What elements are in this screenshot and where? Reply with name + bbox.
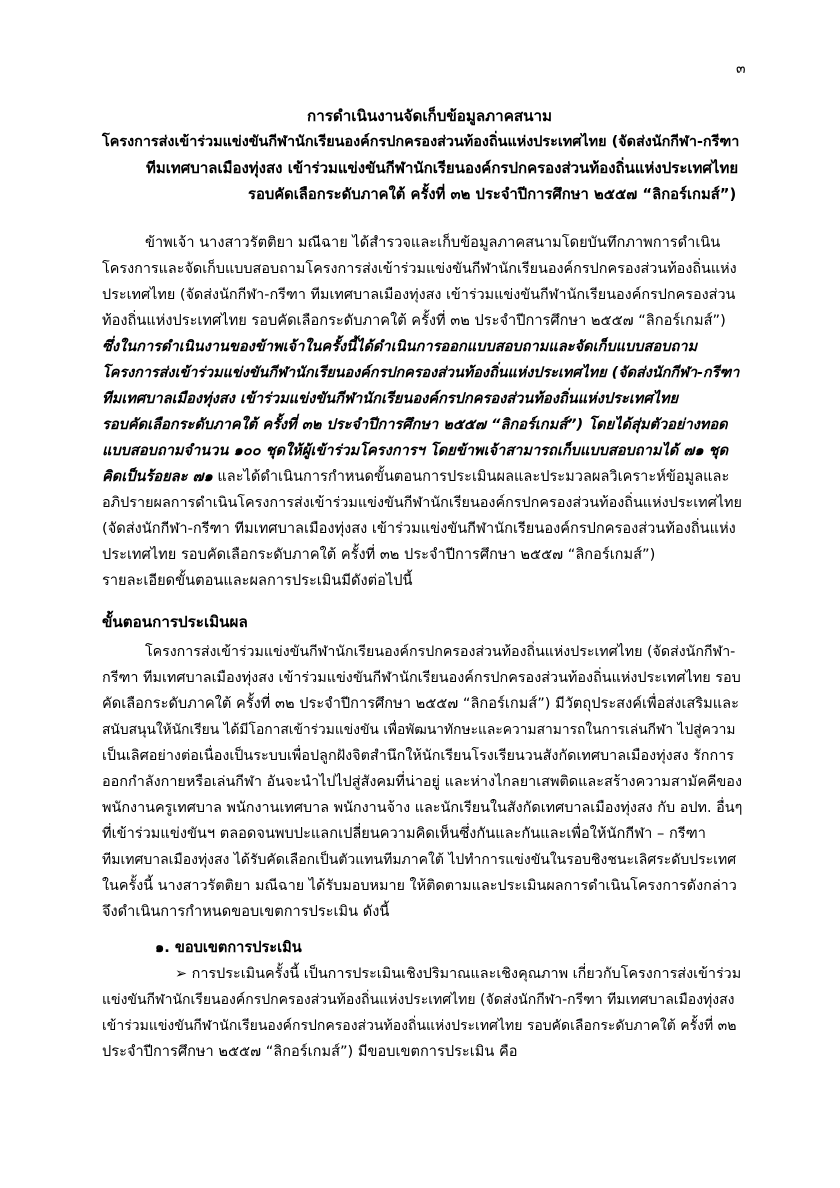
para2-line: โครงการส่งเข้าร่วมแข่งขันกีฬานักเรียนองค์กรปกครองส่วนท้องถิ่นแห่งประเทศไทย (จัดส่งนักกีฬา-: [145, 644, 736, 660]
para2-line: ในครั้งนี้ นางสาวรัตติยา มณีฉาย ได้รับมอบหมาย ให้ติดตามและประเมินผลการดำเนินโครงการดังกล่าว: [102, 878, 737, 894]
para2-line: กรีฑา ทีมเทศบาลเมืองทุ่งสง เข้าร่วมแข่งขันกีฬานักเรียนองค์กรปกครองส่วนท้องถิ่นแห่งประเทศไทย รอบ: [102, 670, 741, 686]
para1-line: ท้องถิ่นแห่งประเทศไทย รอบคัดเลือกระดับภาคใต้ ครั้งที่ ๓๒ ประจำปีการศึกษา ๒๕๕๗ “ลิกอร์เกมส์”): [102, 312, 726, 329]
para1-emphasis-span: คิดเป็นร้อยละ ๗๑: [102, 468, 213, 485]
para1-emphasis-line: ทีมเทศบาลเมืองทุ่งสง เข้าร่วมแข่งขันกีฬานักเรียนองค์กรปกครองส่วนท้องถิ่นแห่งประเทศไทย: [102, 390, 679, 407]
para1-normal-span: และได้ดำเนินการกำหนดขั้นตอนการประเมินผลและประมวลผลวิเคราะห์ข้อมูลและ: [212, 468, 730, 485]
para1-line: โครงการและจัดเก็บแบบสอบถามโครงการส่งเข้าร่วมแข่งขันกีฬานักเรียนองค์กรปกครองส่วนท้องถิ่นแห่ง: [102, 261, 737, 277]
para2-line: ที่เข้าร่วมแข่งขันฯ ตลอดจนพบปะแลกเปลี่ยนความคิดเห็นซึ่งกันและกันและเพื่อให้นักกีฬา – กรีฑา: [102, 825, 706, 842]
para2-line: จึงดำเนินการกำหนดขอบเขตการประเมิน ดังนี้: [102, 903, 390, 920]
para3-line: เข้าร่วมแข่งขันกีฬานักเรียนองค์กรปกครองส่วนท้องถิ่นแห่งประเทศไทย รอบคัดเลือกระดับภาคใต้ ครั้งที่ ๓๒: [102, 1018, 737, 1034]
scope-heading: ๑. ขอบเขตการประเมิน: [155, 939, 302, 956]
para2-line: ทีมเทศบาลเมืองทุ่งสง ได้รับคัดเลือกเป็นตัวแทนทีมภาคใต้ ไปทำการแข่งขันในรอบชิงชนะเลิศระดับประเทศ: [102, 852, 737, 868]
para2-line: พนักงานครูเทศบาล พนักงานเทศบาล พนักงานจ้าง และนักเรียนในสังกัดเทศบาลเมืองทุ่งสง กับ อปท. อื่นๆ: [102, 800, 743, 816]
arrow-bullet-icon: ➢: [175, 966, 188, 982]
page-number: ๓: [736, 61, 746, 77]
para2-line: เป็นเลิศอย่างต่อเนื่องเป็นระบบเพื่อปลูกฝังจิตสำนึกให้นักเรียนโรงเรียนวนสังกัดเทศบาลเมืองทุ่งสง รักการ: [102, 748, 735, 764]
para1-line: ประเทศไทย (จัดส่งนักกีฬา-กรีฑา ทีมเทศบาลเมืองทุ่งสง เข้าร่วมแข่งขันกีฬานักเรียนองค์กรปกครองส่วน: [102, 287, 736, 303]
section-heading: ขั้นตอนการประเมินผล: [102, 613, 248, 631]
para1-emphasis-line: แบบสอบถามจำนวน ๑๐๐ ชุดให้ผู้เข้าร่วมโครงการฯ โดยข้าพเจ้าสามารถเก็บแบบสอบถามได้ ๗๑ ชุด: [102, 442, 729, 459]
para3-line: ประจำปีการศึกษา ๒๕๕๗ “ลิกอร์เกมส์”) มีขอบเขตการประเมิน คือ: [102, 1043, 518, 1060]
title-line-1: การดำเนินงานจัดเก็บข้อมูลภาคสนาม: [307, 107, 553, 125]
para2-line: คัดเลือกระดับภาคใต้ ครั้งที่ ๓๒ ประจำปีการศึกษา ๒๕๕๗ “ลิกอร์เกมส์”) มีวัตถุประสงค์เพื่อส่งเสริมและ: [102, 695, 739, 712]
para1-line: ประเทศไทย รอบคัดเลือกระดับภาคใต้ ครั้งที่ ๓๒ ประจำปีการศึกษา ๒๕๕๗ “ลิกอร์เกมส์”): [102, 546, 656, 563]
para3-first-line: [175, 964, 741, 984]
para1-line: อภิปรายผลการดำเนินโครงการส่งเข้าร่วมแข่งขันกีฬานักเรียนองค์กรปกครองส่วนท้องถิ่นแห่งประเทศไทย: [102, 495, 742, 511]
para3-line: การประเมินครั้งนี้ เป็นการประเมินเชิงปริมาณและเชิงคุณภาพ เกี่ยวกับโครงการส่งเข้าร่วม: [187, 966, 742, 982]
para3-line: แข่งขันกีฬานักเรียนองค์กรปกครองส่วนท้องถิ่นแห่งประเทศไทย (จัดส่งนักกีฬา-กรีฑา ทีมเทศบาลเมืองทุ่งสง: [102, 992, 735, 1008]
para1-emphasis-line: ซึ่งในการดำเนินงานของข้าพเจ้าในครั้งนี้ได้ดำเนินการออกแบบสอบถามและจัดเก็บแบบสอบถาม: [102, 338, 698, 355]
title-line-2: โครงการส่งเข้าร่วมแข่งขันกีฬานักเรียนองค์กรปกครองส่วนท้องถิ่นแห่งประเทศไทย (จัดส่งนักกีฬา-กรีฑา: [102, 134, 740, 150]
para1-mixed-line: [102, 467, 729, 487]
para2-line: สนับสนุนให้นักเรียน ได้มีโอกาสเข้าร่วมแข่งขัน เพื่อพัฒนาทักษะและความสามารถในการเล่นกีฬา ไปสู่ความ: [102, 722, 736, 738]
para1-line: ข้าพเจ้า นางสาวรัตติยา มณีฉาย ได้สำรวจและเก็บข้อมูลภาคสนามโดยบันทึกภาพการดำเนิน: [145, 234, 721, 251]
para2-line: ออกกำลังกายหรือเล่นกีฬา อันจะนำไปไปสู่สังคมที่น่าอยู่ และห่างไกลยาเสพติดและสร้างความสามัคคีของ: [102, 774, 742, 790]
title-line-3: ทีมเทศบาลเมืองทุ่งสง เข้าร่วมแข่งขันกีฬานักเรียนองค์กรปกครองส่วนท้องถิ่นแห่งประเทศไทย: [146, 159, 739, 177]
para1-line: รายละเอียดขั้นตอนและผลการประเมินมีดังต่อไปนี้: [102, 572, 413, 589]
para1-emphasis-line: โครงการส่งเข้าร่วมแข่งขันกีฬานักเรียนองค์กรปกครองส่วนท้องถิ่นแห่งประเทศไทย (จัดส่งนักกีฬา-กรีฑา: [102, 365, 740, 381]
para1-emphasis-line: รอบคัดเลือกระดับภาคใต้ ครั้งที่ ๓๒ ประจำปีการศึกษา ๒๕๕๗ “ลิกอร์เกมส์”) โดยได้สุ่มตัวอย่างทอด: [102, 416, 728, 433]
title-line-4: รอบคัดเลือกระดับภาคใต้ ครั้งที่ ๓๒ ประจำปีการศึกษา ๒๕๕๗ “ลิกอร์เกมส์”): [248, 186, 737, 203]
para1-line: (จัดส่งนักกีฬา-กรีฑา ทีมเทศบาลเมืองทุ่งสง เข้าร่วมแข่งขันกีฬานักเรียนองค์กรปกครองส่วนท้องถิ่นแห่ง: [102, 520, 736, 537]
